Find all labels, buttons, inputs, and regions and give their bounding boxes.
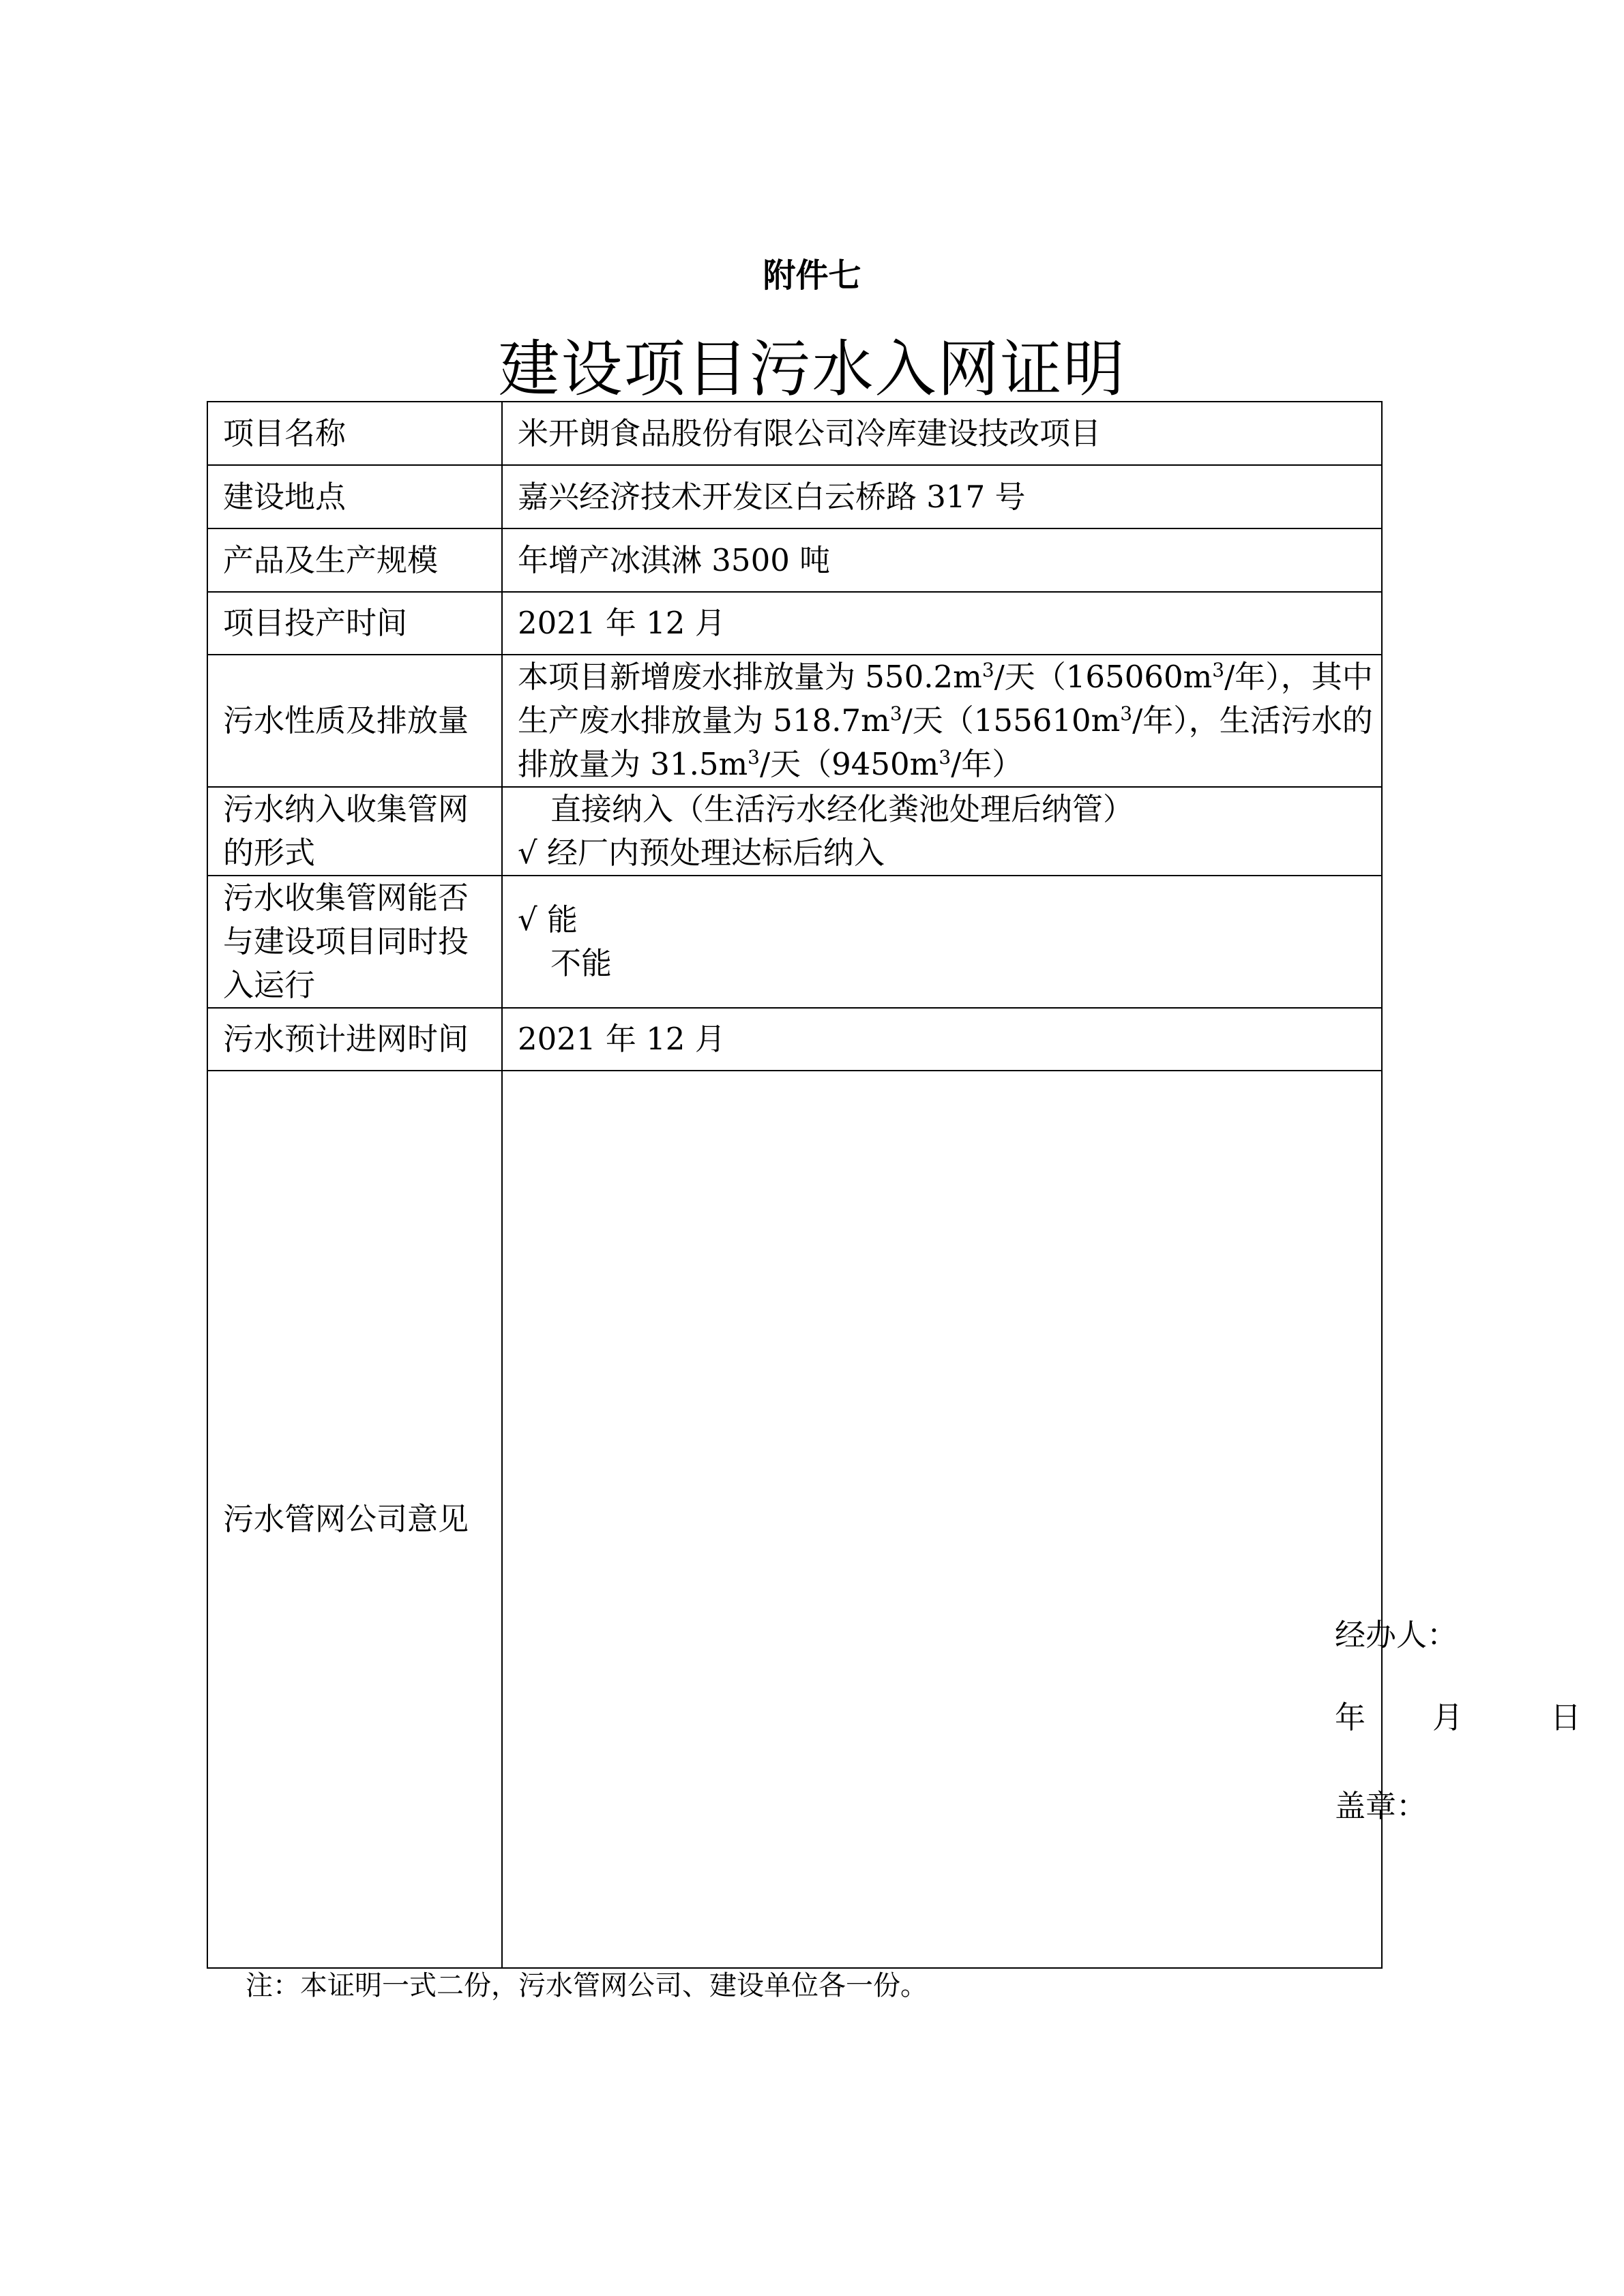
scale-value: 年增产冰淇淋 3500 吨 xyxy=(502,528,1382,592)
project-name-label: 项目名称 xyxy=(207,402,502,465)
wastewater-line-3: 排放量为 $31.5m^3/$天（$9450m^3/$年） xyxy=(518,746,1023,782)
option-yes: √ 能 xyxy=(518,901,578,938)
checkmark-icon: √ xyxy=(518,835,537,871)
location-label: 建设地点 xyxy=(207,465,502,528)
row-connect-time xyxy=(207,1008,1382,1071)
option-pretreatment: √ 经厂内预处理达标后纳入 xyxy=(518,835,885,871)
row-scale xyxy=(207,528,1382,592)
collection-form-label: 污水纳入收集管网 的形式 xyxy=(207,787,502,876)
seal-label: 盖章： xyxy=(1335,1788,1428,1824)
row-project-name xyxy=(207,402,1382,465)
opinion-label: 污水管网公司意见 xyxy=(207,1071,502,1968)
scale-label: 产品及生产规模 xyxy=(207,528,502,592)
production-time-label: 项目投产时间 xyxy=(207,592,502,655)
row-location xyxy=(207,465,1382,528)
opinion-area xyxy=(502,1071,1582,1968)
wastewater-line-2: 生产废水排放量为 $518.7m^3/$天（$155610m^3/$年），生活污水的 xyxy=(518,702,1373,739)
wastewater-label: 污水性质及排放量 xyxy=(207,655,502,787)
option-direct: 直接纳入（生活污水经化粪池处理后纳管） xyxy=(550,791,1134,827)
footnote: 注：本证明一式二份，污水管网公司、建设单位各一份。 xyxy=(246,1970,928,2001)
project-name-value: 米开朗食品股份有限公司冷库建设技改项目 xyxy=(502,402,1382,465)
wastewater-value xyxy=(502,655,1382,787)
row-simultaneous xyxy=(207,876,1382,1008)
row-opinion xyxy=(207,1071,1382,1968)
simultaneous-options xyxy=(502,876,1382,1008)
document-title: 建设项目污水入网证明 xyxy=(498,333,1126,405)
wastewater-line-1: 本项目新增废水排放量为 $550.2m^3/$天（$165060m^3/$年），其中 xyxy=(518,659,1373,695)
collection-form-options xyxy=(502,787,1382,876)
production-time-value: 2021 年 12 月 xyxy=(502,592,1382,655)
checkmark-icon: √ xyxy=(518,901,537,938)
certificate-table xyxy=(207,401,1582,1969)
option-no: 不能 xyxy=(550,945,612,981)
handler-label: 经办人： xyxy=(1335,1617,1458,1653)
connect-time-label: 污水预计进网时间 xyxy=(207,1008,502,1071)
location-value: 嘉兴经济技术开发区白云桥路 317 号 xyxy=(502,465,1382,528)
annex-label: 附件七 xyxy=(763,256,861,295)
row-wastewater xyxy=(207,655,1382,787)
row-production-time xyxy=(207,592,1382,655)
date-line: 年 月 日 xyxy=(1335,1699,1582,1735)
row-collection-form xyxy=(207,787,1382,876)
connect-time-value: 2021 年 12 月 xyxy=(502,1008,1382,1071)
simultaneous-label: 污水收集管网能否 与建设项目同时投 入运行 xyxy=(207,876,502,1008)
